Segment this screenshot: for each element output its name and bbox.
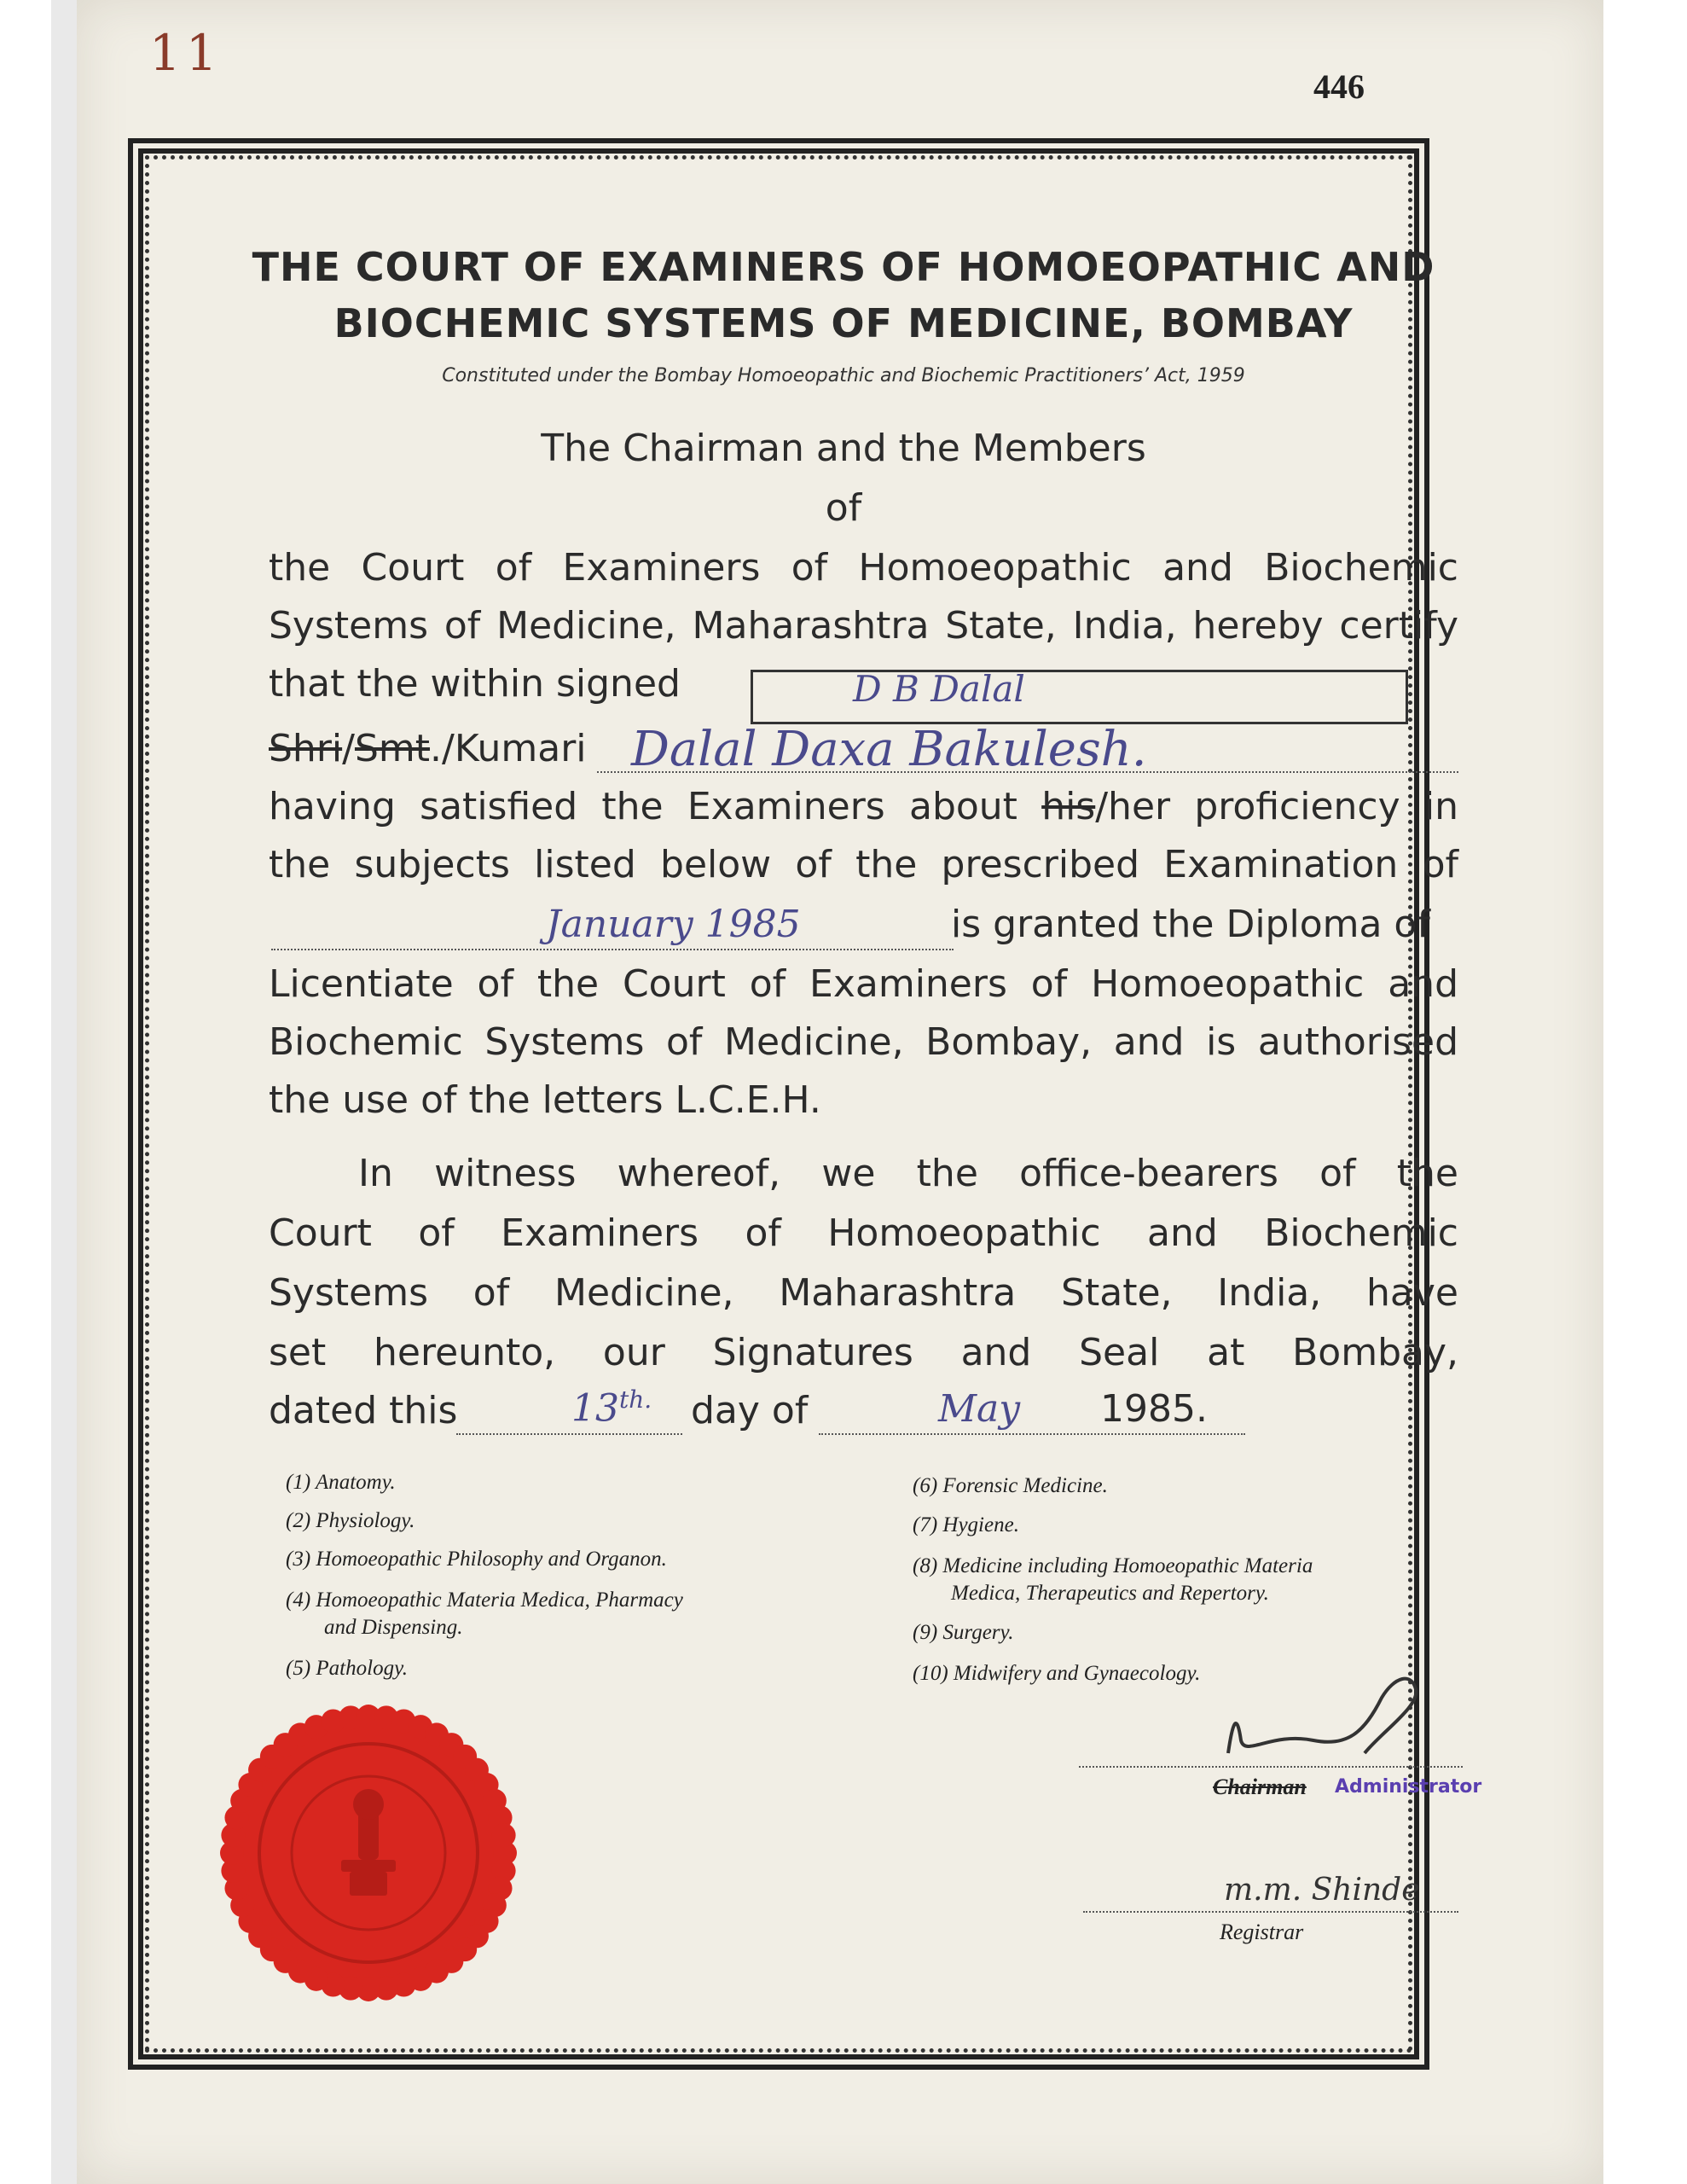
- title-smt-struck: Smt: [354, 727, 431, 770]
- intro-line-1: The Chairman and the Members: [541, 427, 1146, 470]
- seal-edge-tooth: [492, 1823, 516, 1847]
- title-sep: /: [342, 727, 355, 770]
- holder-signature: D B Dalal: [853, 668, 1025, 710]
- registrar-signature: m.m. Shinde: [1224, 1873, 1420, 1908]
- title-prefix: [269, 727, 587, 770]
- subtitle: Constituted under the Bombay Homoeopathic and Biochemic Practitioners’ Act, 1959: [442, 365, 1245, 386]
- subject-item: (4) Homoeopathic Materia Medica, Pharmacy: [286, 1589, 683, 1612]
- para2-line-4: Licentiate of the Court of Examiners of Homoeopathic and: [269, 962, 1458, 1006]
- issue-month: May: [938, 1387, 1021, 1431]
- signature-box: [751, 670, 1408, 724]
- issue-day: [571, 1385, 652, 1431]
- page-number: 446: [1313, 67, 1365, 106]
- candidate-name: Dalal Daxa Bakulesh.: [631, 722, 1147, 777]
- subject-item: (3) Homoeopathic Philosophy and Organon.: [286, 1548, 667, 1571]
- subject-item: (6) Forensic Medicine.: [913, 1474, 1108, 1497]
- red-wax-seal: [213, 1698, 525, 2009]
- subject-item: (5) Pathology.: [286, 1657, 409, 1680]
- para3-line-4: set hereunto, our Signatures and Seal at Bombay,: [269, 1331, 1458, 1374]
- exam-session: January 1985: [546, 903, 801, 946]
- title-shri-struck: Shri: [269, 727, 343, 770]
- corner-marks: 11: [149, 24, 223, 82]
- administrator-stamp: Administrator: [1335, 1776, 1482, 1798]
- title-line-2: BIOCHEMIC SYSTEMS OF MEDICINE, BOMBAY: [333, 300, 1354, 346]
- dated-prefix: dated this: [269, 1389, 458, 1432]
- exam-dotted-line: [271, 949, 954, 950]
- pronoun-his-struck: his: [1041, 785, 1096, 828]
- para2-line-5: Biochemic Systems of Medicine, Bombay, and is authorised: [269, 1020, 1458, 1064]
- subject-item: (2) Physiology.: [286, 1509, 415, 1532]
- para2-line-2: the subjects listed below of the prescribed Examination of: [269, 843, 1458, 886]
- chairman-label: Chairman: [1213, 1774, 1307, 1799]
- para3-line-1: In witness whereof, we the office-bearers of the: [358, 1152, 1458, 1195]
- subject-item: (1) Anatomy.: [286, 1471, 396, 1494]
- para2-line-6: the use of the letters L.C.E.H.: [269, 1078, 821, 1122]
- para3-line-3: Systems of Medicine, Maharashtra State, India, have: [269, 1271, 1458, 1315]
- subject-item: (8) Medicine including Homoeopathic Materia: [913, 1554, 1313, 1577]
- subject-item: (9) Surgery.: [913, 1621, 1014, 1644]
- para1-line-2: Systems of Medicine, Maharashtra State, India, hereby certify: [269, 604, 1458, 648]
- month-dotted-line: [819, 1433, 1245, 1435]
- subject-item-cont: and Dispensing.: [324, 1616, 463, 1639]
- subject-item-cont: Medica, Therapeutics and Repertory.: [951, 1582, 1269, 1605]
- para2-line-3: is granted the Diploma of: [951, 903, 1430, 946]
- issue-day-suffix: th.: [619, 1385, 652, 1414]
- para3-line-2: Court of Examiners of Homoeopathic and Biochemic: [269, 1211, 1458, 1255]
- subject-item: (10) Midwifery and Gynaecology.: [913, 1662, 1201, 1685]
- title-kumari: ./Kumari: [430, 727, 587, 770]
- para1-line-3: that the within signed: [269, 662, 681, 706]
- intro-line-2: of: [825, 486, 862, 530]
- registrar-label: Registrar: [1220, 1920, 1304, 1944]
- para1-line-1: the Court of Examiners of Homoeopathic and Biochemic: [269, 546, 1458, 590]
- para2-line-1a: having satisfied the Examiners about: [269, 785, 1042, 828]
- title-line-1: THE COURT OF EXAMINERS OF HOMOEOPATHIC AND: [252, 244, 1435, 290]
- chairman-dotted-line: [1079, 1766, 1463, 1768]
- issue-year: 1985.: [1100, 1387, 1208, 1431]
- day-of-label: day of: [691, 1389, 809, 1432]
- day-dotted-line: [456, 1433, 682, 1435]
- subject-item: (7) Hygiene.: [913, 1513, 1019, 1536]
- para2-line-1b: /her proficiency in: [1095, 785, 1458, 828]
- registrar-dotted-line: [1083, 1911, 1458, 1913]
- issue-day-number: 13: [571, 1386, 619, 1431]
- chairman-signature: [1211, 1672, 1484, 1766]
- para2-line-1: [269, 785, 1458, 828]
